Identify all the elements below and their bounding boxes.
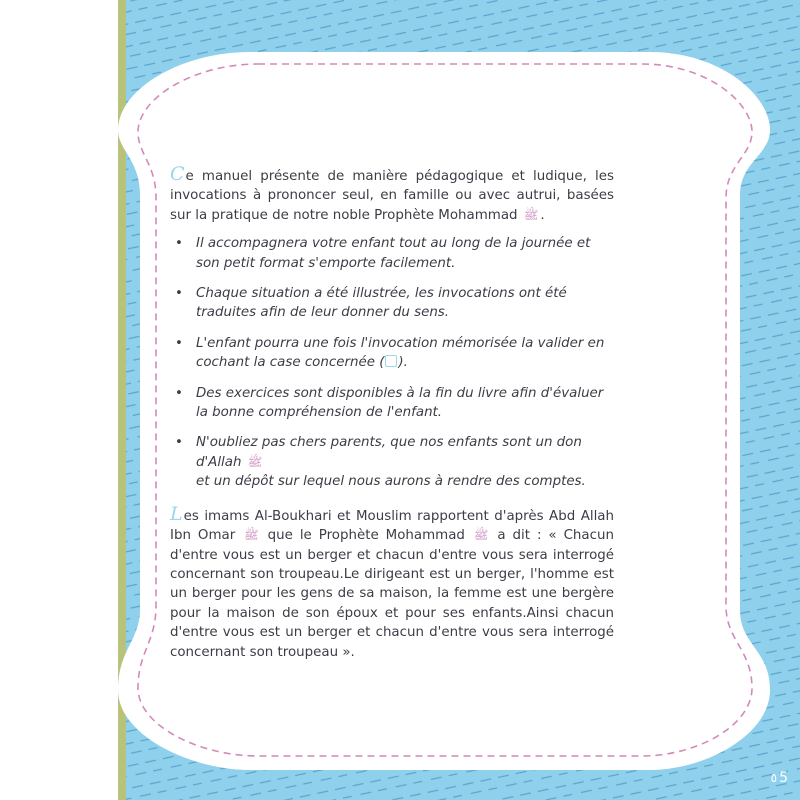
dropcap-c: C: [170, 163, 185, 185]
intro-paragraph: [170, 165, 614, 225]
honorific-icon: ﷺ: [247, 454, 263, 469]
hadith-paragraph: Les imams Al-Boukhari et Mouslim rapportent d'après Abd Allah Ibn Omar ﷺ que le Prophète Mohammad ﷺ a dit : « Chacun d'entre vous est un berger et chacun d'entre vous sera interrogé concernant son troupeau.Le dirigeant est un berger, l'homme est un berger pour les gens de sa maison, la femme est une bergère pour la maison de son époux et pour ses enfants.Ainsi chacun d'entre vous est un berger et chacun d'entre vous sera interrogé concernant son troupeau ».: [170, 502, 614, 660]
checkbox-icon: [385, 355, 397, 367]
list-item: • N'oubliez pas chers parents, que nos enfants sont un don d'Allah ﷺ et un dépôt sur lequel nous aurons à rendre des comptes.: [196, 433, 614, 491]
page-number: [771, 770, 788, 786]
dropcap-l: L: [170, 502, 183, 525]
page-number-latin: 5: [779, 770, 788, 786]
honorific-icon: ﷺ: [523, 207, 539, 222]
honorific-icon: ﷺ: [473, 528, 489, 543]
honorific-icon: ﷺ: [244, 528, 259, 543]
text-content: [170, 165, 614, 662]
list-item: • Il accompagnera votre enfant tout au long de la journée et son petit format s'emporte facilement.: [196, 234, 614, 273]
list-item: • Chaque situation a été illustrée, les invocations ont été traduites afin de leur donner du sens.: [196, 284, 614, 323]
list-item: • L'enfant pourra une fois l'invocation mémorisée la valider en cochant la case concernée ( ).: [196, 334, 614, 373]
list-item: • Des exercices sont disponibles à la fin du livre afin d'évaluer la bonne compréhension de l'enfant.: [196, 384, 614, 423]
intro-text: e manuel présente de manière pédagogique et ludique, les invocations à prononcer seul, en famille ou avec autrui, basées sur la pratique de notre noble Prophète Mohammad: [170, 169, 614, 223]
bullet-list: [170, 234, 614, 491]
intro-end: .: [540, 207, 545, 223]
page-number-arabic: ٥: [770, 771, 778, 785]
